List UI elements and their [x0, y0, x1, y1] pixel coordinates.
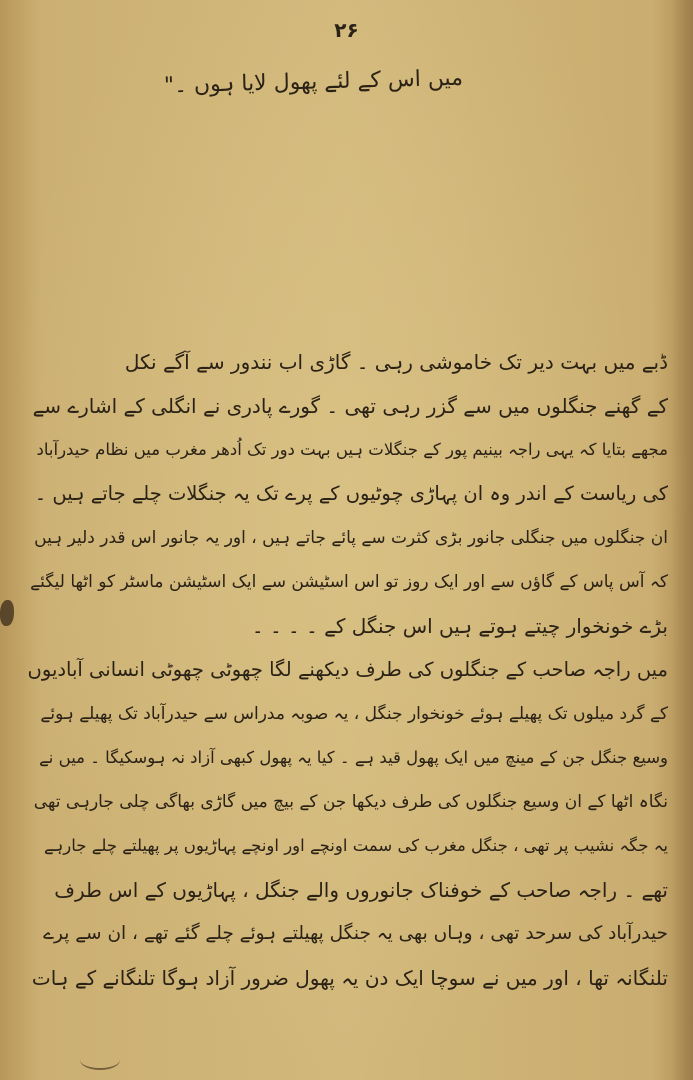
- pen-mark: [80, 1050, 120, 1070]
- text-line: ان جنگلوں میں جنگلی جانور بڑی کثرت سے پائے جاتے ہیں ، اور یہ جانور اس قدر دلیر ہیں: [34, 528, 668, 548]
- text-line: یہ جگہ نشیب پر تھی ، جنگل مغرب کی سمت اونچے اور اونچے پہاڑیوں پر پھیلتے چلے جارہے: [43, 836, 668, 855]
- text-line: نگاہ اٹھا کے ان وسیع جنگلوں کی طرف دیکھا جن کے بیچ میں گاڑی بھاگی چلی جارہی تھی: [33, 792, 668, 812]
- text-line: حیدرآباد کی سرحد تھی ، وہاں بھی یہ جنگل پھیلتے ہوئے چلے گئے تھے ، ان سے پرے: [43, 923, 668, 944]
- text-line: کہ آس پاس کے گاؤں سے اور ایک روز تو اس اسٹیشن سے ایک اسٹیشن ماسٹر کو اٹھا لیگئے: [30, 572, 668, 592]
- opening-line: میں اس کے لئے پھول لایا ہوں ۔": [163, 65, 464, 99]
- text-line: کی ریاست کے اندر وہ ان پہاڑی چوٹیوں کے پرے تک یہ جنگلات چلے جاتے ہیں ۔: [34, 482, 668, 505]
- page-number: ۲۶: [334, 18, 359, 42]
- text-line: مجھے بتایا کہ یہی راجہ بینیم پور کے جنگلات ہیں بہت دور تک اُدھر مغرب میں نظام حیدرآباد: [36, 440, 668, 459]
- ink-stain: [0, 600, 14, 626]
- text-line: ڈبے میں بہت دیر تک خاموشی رہی ۔ گاڑی اب نندور سے آگے نکل: [124, 350, 668, 374]
- text-line: تلنگانہ تھا ، اور میں نے سوچا ایک دن یہ پھول ضرور آزاد ہوگا تلنگانے کے ہات: [31, 966, 668, 990]
- text-line: کے گرد میلوں تک پھیلے ہوئے خونخوار جنگل ، یہ صوبہ مدراس سے حیدرآباد تک پھیلے ہوئے: [40, 704, 668, 724]
- text-line: وسیع جنگل جن کے مینچ میں ایک پھول قید ہے ۔ کیا یہ پھول کبھی آزاد نہ ہوسکیگا ۔ میں نے: [39, 748, 668, 767]
- text-line: تھے ۔ راجہ صاحب کے خوفناک جانوروں والے جنگل ، پہاڑیوں کے اس طرف: [54, 878, 668, 902]
- text-line: بڑے خونخوار چیتے ہوتے ہیں اس جنگل کے ۔ ۔ ۔ ۔: [251, 614, 668, 638]
- text-line: میں راجہ صاحب کے جنگلوں کی طرف دیکھنے لگا چھوٹی چھوٹی انسانی آبادیوں: [28, 658, 668, 681]
- text-line: کے گھنے جنگلوں میں سے گزر رہی تھی ۔ گورے پادری نے انگلی کے اشارے سے: [32, 394, 668, 418]
- body-text: [28, 340, 668, 1000]
- page-spine-shadow: [671, 0, 693, 1080]
